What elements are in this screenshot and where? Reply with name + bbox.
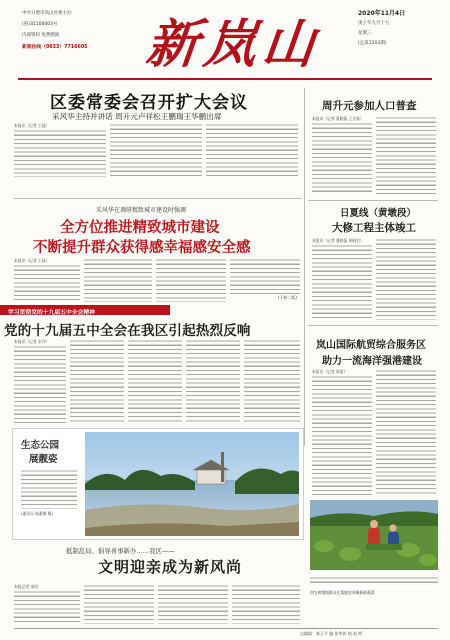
right-top-body-col1 — [312, 122, 372, 194]
plenum-byline: 本报讯（记者 宋乔） — [14, 339, 50, 344]
mid-byline: 本报讯（记者 王磊） — [14, 258, 50, 263]
mid-headline-2: 不断提升群众获得感幸福感安全感 — [33, 240, 251, 256]
masthead-date-box — [358, 8, 438, 49]
mid-continued-tag: (下转二版) — [278, 295, 298, 300]
plenum-body-col1 — [14, 345, 66, 423]
park-photo-block — [12, 428, 304, 540]
civil-headline: 文明迎亲成为新风尚 — [98, 558, 243, 576]
park-photo-title-2: 展靓姿 — [29, 454, 58, 465]
lunar-date: 庚子年九月十九 — [358, 21, 390, 26]
issue-date: 2020年11月4日 — [358, 10, 406, 17]
right-low-byline: 本报讯（记者 陈蕾） — [312, 369, 348, 374]
right-top-body-col2 — [376, 116, 436, 194]
issue-number: (总第1203期) — [358, 41, 387, 46]
mid-kicker: 采风华在调研精致城市建设时强调 — [96, 207, 187, 214]
right-mid-divider — [308, 200, 438, 201]
right-low-body-col1 — [312, 375, 372, 495]
right-top-headline: 周升元参加人口普查 — [322, 100, 417, 112]
park-photo-text — [21, 469, 77, 509]
lead-subhead: 采风华主持并讲话 周升元卢祥松王鹏瑞王华鹏出席 — [52, 112, 222, 121]
mid-body-col1 — [14, 264, 80, 302]
lead-byline: 本报讯（记者 王磊） — [14, 123, 50, 128]
column-divider — [304, 88, 305, 446]
right-low-divider — [308, 325, 438, 326]
masthead-info — [22, 8, 88, 55]
mid-body-col3 — [156, 258, 226, 302]
civil-byline: 本报记者 宋昭 — [14, 584, 38, 589]
park-photo-caption — [21, 437, 77, 517]
plenum-body-col4 — [186, 339, 240, 423]
masthead-title: 新岚山 — [143, 13, 324, 75]
farm-photo-block — [310, 500, 438, 595]
mid-body-col2 — [84, 258, 152, 302]
lead-body-col2 — [110, 123, 202, 177]
footer-credits: 总编辑：陈玉平 编 张华伟 校 赵 辉 — [300, 631, 363, 636]
right-mid-body-col2 — [376, 238, 436, 320]
mid-body-col4 — [230, 258, 300, 294]
civil-body-col1 — [14, 590, 80, 624]
farm-photo-caption: 图为黄墩镇群众在菜地里采摘新鲜蔬菜 — [310, 590, 375, 595]
plenum-body-col2 — [70, 339, 124, 423]
lead-headline: 区委常委会召开扩大会议 — [50, 93, 248, 113]
right-low-headline-2: 助力一流海洋强港建设 — [322, 356, 422, 367]
right-mid-byline: 本报讯（记者 董晓磊 胡晓君） — [312, 238, 364, 243]
mid-headline-1: 全方位推进精致城市建设 — [60, 220, 220, 236]
sponsor-line: 中共日照市岚山区委主办 — [22, 11, 72, 16]
park-photo-title-1: 生态公园 — [21, 440, 60, 451]
plenum-body-col5 — [244, 339, 300, 423]
registration-line: (鲁)31100003号 — [22, 22, 58, 27]
lead-body-col3 — [206, 123, 298, 177]
section-divider — [14, 198, 302, 199]
civil-body-col2 — [84, 584, 154, 624]
right-top-byline: 本报讯（记者 董晓磊 王乔磊） — [312, 116, 364, 121]
right-mid-body-col1 — [312, 244, 372, 320]
park-photo-credit: (通讯员 杨素娜 摄) — [21, 511, 53, 516]
farm-photo-image — [310, 500, 438, 570]
plenum-body-col3 — [128, 339, 182, 423]
lead-body-col1 — [14, 129, 106, 177]
right-low-body-col2 — [376, 369, 436, 495]
park-photo-image — [85, 432, 299, 536]
civil-kicker: 抵制乱局、倡导喜事新办……我区—— — [66, 547, 175, 555]
civil-body-col3 — [158, 584, 228, 624]
masthead-logo — [128, 6, 340, 75]
weekday: 星期三 — [358, 31, 372, 36]
masthead-rule — [18, 78, 432, 80]
footer-rule — [14, 628, 438, 629]
farm-photo-text — [310, 576, 438, 586]
feature-banner-text: 学习贯彻党的十九届五中全会精神 — [8, 309, 95, 316]
distribution-line: 内部资料 免费赠阅 — [22, 33, 60, 38]
civil-body-col4 — [232, 584, 300, 624]
plenum-headline: 党的十九届五中全会在我区引起热烈反响 — [4, 323, 251, 339]
right-mid-headline-1: 日夏线（黄墩段） — [340, 208, 417, 219]
news-hotline: 新闻热线（0633）7716605 — [22, 45, 88, 50]
feature-banner — [0, 305, 170, 315]
right-mid-headline-2: 大修工程主体竣工 — [332, 222, 416, 234]
right-low-headline-1: 岚山国际航贸综合服务区 — [316, 340, 426, 351]
